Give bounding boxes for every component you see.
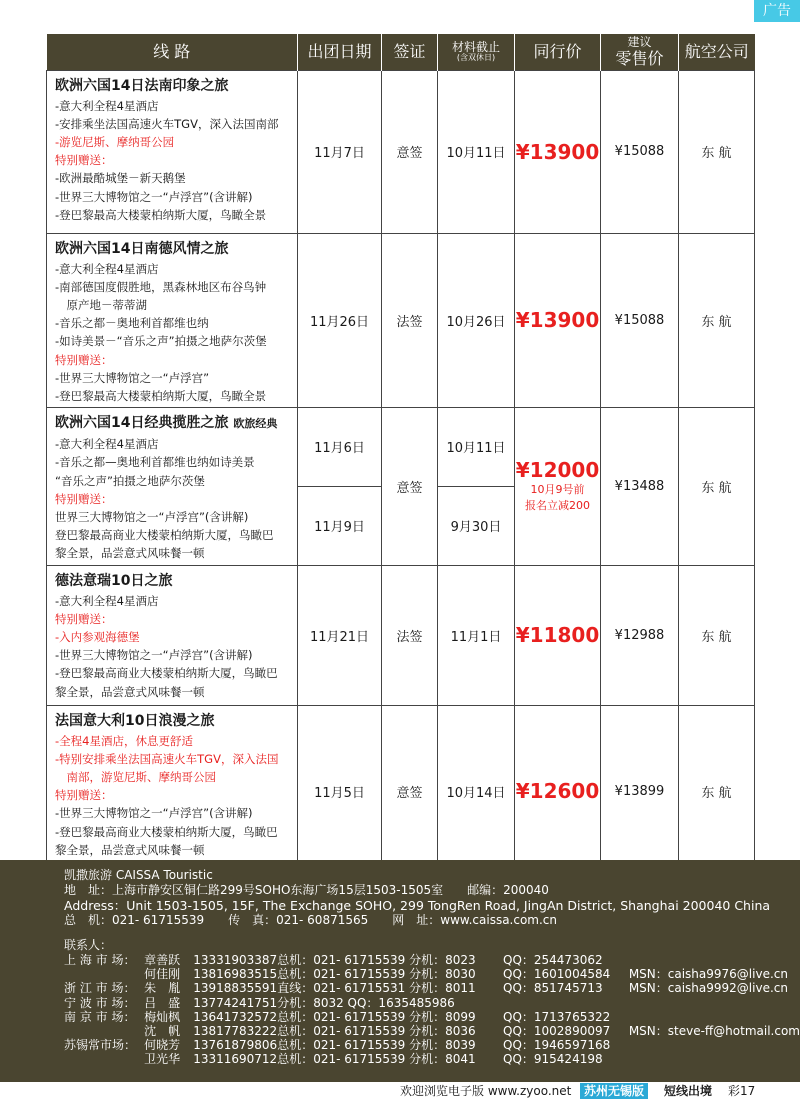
departure-date: 11月7日 (298, 70, 382, 233)
contact-msn (629, 1052, 800, 1066)
company-footer (0, 860, 800, 1082)
wholesale-price-value: ¥12000 (515, 458, 600, 483)
ad-tag: 广告 (754, 0, 800, 22)
contact-qq: QQ：1713765322 (503, 1009, 611, 1024)
route-description (47, 565, 298, 705)
departure-date: 11月5日 (298, 705, 382, 877)
contact-market (64, 1052, 144, 1066)
route-line: 黎全景，品尝意式风味餐一顿 (55, 684, 205, 699)
visa-type: 法签 (382, 565, 438, 705)
contact-person: 何佳刚 (144, 967, 181, 982)
route-description (47, 233, 298, 408)
wholesale-price-value: ¥13900 (515, 308, 600, 333)
airline: 东 航 (679, 70, 755, 233)
contact-mobile: 13774241751 (193, 995, 278, 1010)
material-deadline: 10月14日 (438, 705, 515, 877)
retail-price: ¥15088 (601, 233, 679, 408)
header-route: 线 路 (47, 34, 298, 70)
header-deadline-note: (含双休日) (456, 52, 496, 62)
route-highlight-line: 特别赠送： (55, 153, 113, 168)
header-departure: 出团日期 (298, 34, 382, 70)
route-line: -世界三大博物馆之一“卢浮宫”(含讲解) (55, 806, 253, 821)
route-highlight-line: -全程4星酒店，休息更舒适 (55, 733, 193, 748)
route-highlight-line: 特别赠送： (55, 788, 113, 803)
route-title: 欧洲六国14日法南印象之旅 (55, 77, 229, 94)
material-deadline: 10月11日 (438, 408, 515, 487)
contacts-table (64, 953, 800, 1067)
contact-person: 梅灿枫 (144, 1009, 181, 1024)
contact-market: 上 海 市 场： (64, 953, 136, 967)
route-line: -世界三大博物馆之一“卢浮宫” (55, 370, 210, 385)
route-line: -音乐之都－奥地利首都维也纳 (55, 316, 209, 331)
route-line: -欧洲最酷城堡－新天鹅堡 (55, 171, 186, 186)
route-line: -世界三大博物馆之一“卢浮宫”(含讲解) (55, 189, 253, 204)
material-deadline: 10月26日 (438, 233, 515, 408)
contact-tel: 总机：021- 61715539 分机：8023 (277, 953, 476, 967)
contact-market (64, 967, 144, 981)
retail-price: ¥15088 (601, 70, 679, 233)
route-description (47, 408, 298, 565)
contact-mobile: 13817783222 (193, 1024, 278, 1039)
phone-line: 总 机：021- 61715539 传 真：021- 60871565 网 址：www.caissa.com.cn (64, 913, 558, 927)
price-note: 10月9号前 (530, 483, 585, 497)
contact-market: 宁 波 市 场： (64, 995, 136, 1010)
route-table-wrap (46, 34, 754, 869)
route-line: -登巴黎最高大楼蒙柏纳斯大厦，鸟瞰全景 (55, 388, 267, 403)
departure-date: 11月21日 (298, 565, 382, 705)
contact-qq (503, 996, 629, 1010)
contact-person: 章善跃 (144, 953, 181, 967)
contact-row (64, 981, 800, 995)
airline: 东 航 (679, 233, 755, 408)
table-row (47, 565, 755, 705)
contact-qq: QQ：1002890097 (503, 1024, 611, 1039)
wholesale-price-value: ¥13900 (515, 139, 600, 164)
header-deadline-label: 材料截止 (451, 39, 500, 54)
page-number: 彩17 (728, 1084, 756, 1098)
retail-price: ¥13899 (601, 705, 679, 877)
contact-row (64, 1038, 800, 1052)
contact-person: 何晓芳 (144, 1038, 181, 1053)
retail-price: ¥13488 (601, 408, 679, 565)
bottom-bar (0, 1082, 800, 1100)
header-retail (601, 34, 679, 70)
contact-person: 朱 胤 (144, 981, 181, 996)
route-line: -登巴黎最高商业大楼蒙柏纳斯大厦，鸟瞰巴 (55, 824, 278, 839)
route-line: -意大利全程4星酒店 (55, 437, 159, 452)
section-name: 短线出境 (664, 1084, 713, 1098)
route-line: -登巴黎最高商业大楼蒙柏纳斯大厦，鸟瞰巴 (55, 666, 278, 681)
contact-tel: 直线：021- 61715531 分机：8011 (277, 981, 476, 996)
contact-person: 卫光华 (144, 1052, 181, 1067)
header-retail-bottom: 零售价 (615, 48, 664, 68)
visa-type: 法签 (382, 233, 438, 408)
welcome-text: 欢迎浏览电子版 www.zyoo.net (400, 1084, 572, 1098)
contact-row (64, 953, 800, 967)
visa-type: 意签 (382, 70, 438, 233)
retail-price: ¥12988 (601, 565, 679, 705)
header-deadline (438, 34, 515, 70)
route-highlight-line: -游览尼斯、摩纳哥公园 (55, 134, 175, 149)
route-line: -南部德国度假胜地，黑森林地区布谷鸟钟 (55, 279, 267, 294)
edition-badge: 苏州无锡版 (580, 1083, 648, 1099)
route-highlight-line: 特别赠送： (55, 352, 113, 367)
header-retail-top: 建议 (627, 35, 652, 50)
route-highlight-line: -入内参观海德堡 (55, 629, 140, 644)
airline: 东 航 (679, 565, 755, 705)
route-title-text: 欧洲六国14日经典揽胜之旅 (55, 415, 229, 432)
company-name: 凯撒旅游 CAISSA Touristic (64, 868, 213, 882)
contact-msn: MSN：caisha9976@live.cn (628, 967, 788, 982)
contact-msn (629, 1010, 800, 1024)
route-highlight-line: -特别安排乘坐法国高速火车TGV，深入法国 (55, 751, 279, 766)
header-visa: 签证 (382, 34, 438, 70)
contact-mobile: 13761879806 (193, 1038, 278, 1053)
wholesale-price (515, 408, 601, 565)
contact-qq: QQ：1601004584 (503, 967, 611, 982)
contact-msn (629, 953, 800, 967)
header-wholesale: 同行价 (515, 34, 601, 70)
address-en: Address：Unit 1503-1505, 15F, The Exchange SOHO, 299 TongRen Road, JingAn District, Shanghai 200040 China (64, 898, 771, 913)
price-note: 报名立减200 (525, 499, 590, 513)
contact-msn: MSN：steve-ff@hotmail.com (628, 1024, 800, 1039)
route-line: 世界三大博物馆之一“卢浮宫”(含讲解) (55, 509, 249, 524)
airline: 东 航 (679, 705, 755, 877)
contacts-label: 联系人： (64, 938, 113, 952)
contact-tel: 总机：021- 61715539 分机：8039 (277, 1038, 476, 1053)
wholesale-price-value: ¥11800 (515, 623, 600, 648)
wholesale-price (515, 705, 601, 877)
contact-tel: 总机：021- 61715539 分机：8036 (277, 1024, 476, 1039)
contact-tel: 分机：8032 QQ：1635485986 (277, 995, 455, 1010)
route-highlight-line: 南部，游览尼斯、摩纳哥公园 (55, 769, 216, 784)
wholesale-price-value: ¥12600 (515, 779, 600, 804)
table-row (47, 408, 755, 487)
route-line: -登巴黎最高大楼蒙柏纳斯大厦，鸟瞰全景 (55, 207, 267, 222)
material-deadline: 11月1日 (438, 565, 515, 705)
contact-mobile: 13641732572 (193, 1009, 278, 1024)
route-line: 登巴黎最高商业大楼蒙柏纳斯大厦，鸟瞰巴 (55, 528, 274, 543)
header-airline: 航空公司 (679, 34, 755, 70)
contact-row (64, 1010, 800, 1024)
wholesale-price (515, 233, 601, 408)
contact-person: 吕 盛 (144, 995, 181, 1010)
route-line: -音乐之都—奥地利首都维也纳如诗美景 (55, 455, 255, 470)
route-title: 法国意大利10日浪漫之旅 (55, 712, 215, 729)
contact-mobile: 13918835591 (193, 981, 278, 996)
wholesale-price (515, 565, 601, 705)
material-deadline: 10月11日 (438, 70, 515, 233)
contact-row (64, 1052, 800, 1066)
route-title: 欧洲六国14日南德风情之旅 (55, 240, 229, 257)
contact-msn: MSN：caisha9992@live.cn (628, 981, 788, 996)
route-line: -安排乘坐法国高速火车TGV，深入法国南部 (55, 116, 279, 131)
route-line: 黎全景，品尝意式风味餐一顿 (55, 546, 205, 561)
route-line: 黎全景，品尝意式风味餐一顿 (55, 842, 205, 857)
contact-market: 苏锡常市场： (64, 1038, 137, 1053)
table-header-row (47, 34, 755, 70)
contact-qq: QQ：851745713 (503, 981, 603, 996)
contact-mobile: 13311690712 (193, 1052, 278, 1067)
route-description (47, 705, 298, 877)
route-line: “音乐之声”拍摄之地萨尔茨堡 (55, 473, 205, 488)
contact-msn (629, 996, 800, 1010)
wholesale-price (515, 70, 601, 233)
route-line: -意大利全程4星酒店 (55, 261, 159, 276)
contact-mobile: 13331903387 (193, 953, 278, 967)
route-table (46, 34, 755, 878)
contact-row (64, 967, 800, 981)
route-title: 德法意瑞10日之旅 (55, 572, 173, 589)
departure-date: 11月6日 (298, 408, 382, 487)
contact-market (64, 1024, 144, 1038)
route-title (55, 412, 293, 435)
visa-type: 意签 (382, 408, 438, 565)
contact-msn (629, 1038, 800, 1052)
contact-row (64, 1024, 800, 1038)
route-highlight-line: 特别赠送： (55, 611, 113, 626)
contact-qq: QQ：915424198 (503, 1052, 603, 1067)
departure-date: 11月9日 (298, 486, 382, 565)
route-line: -如诗美景－“音乐之声”拍摄之地萨尔茨堡 (55, 334, 267, 349)
contact-market: 浙 江 市 场： (64, 981, 136, 996)
contact-row (64, 996, 800, 1010)
contact-qq: QQ：1946597168 (503, 1038, 611, 1053)
route-line: -世界三大博物馆之一“卢浮宫”(含讲解) (55, 648, 253, 663)
route-line: -意大利全程4星酒店 (55, 593, 159, 608)
airline: 东 航 (679, 408, 755, 565)
contact-mobile: 13816983515 (193, 967, 278, 982)
departure-date: 11月26日 (298, 233, 382, 408)
table-row (47, 233, 755, 408)
table-row (47, 705, 755, 877)
route-description (47, 70, 298, 233)
contact-tel: 总机：021- 61715539 分机：8041 (277, 1052, 476, 1067)
material-deadline: 9月30日 (438, 486, 515, 565)
contact-market: 南 京 市 场： (64, 1009, 136, 1024)
contact-qq: QQ：254473062 (503, 953, 603, 967)
visa-type: 意签 (382, 705, 438, 877)
route-line: -意大利全程4星酒店 (55, 98, 159, 113)
contact-tel: 总机：021- 61715539 分机：8030 (277, 967, 476, 982)
contact-tel: 总机：021- 61715539 分机：8099 (277, 1009, 476, 1024)
address-cn: 地 址：上海市静安区铜仁路299号SOHO东海广场15层1503-1505室 邮编：200040 (64, 883, 549, 897)
contact-person: 沈 帆 (144, 1024, 181, 1039)
route-title-sub: 欧旅经典 (233, 417, 278, 431)
route-highlight-line: 特别赠送： (55, 491, 113, 506)
table-row (47, 70, 755, 233)
route-line: 原产地－蒂蒂湖 (55, 297, 147, 312)
